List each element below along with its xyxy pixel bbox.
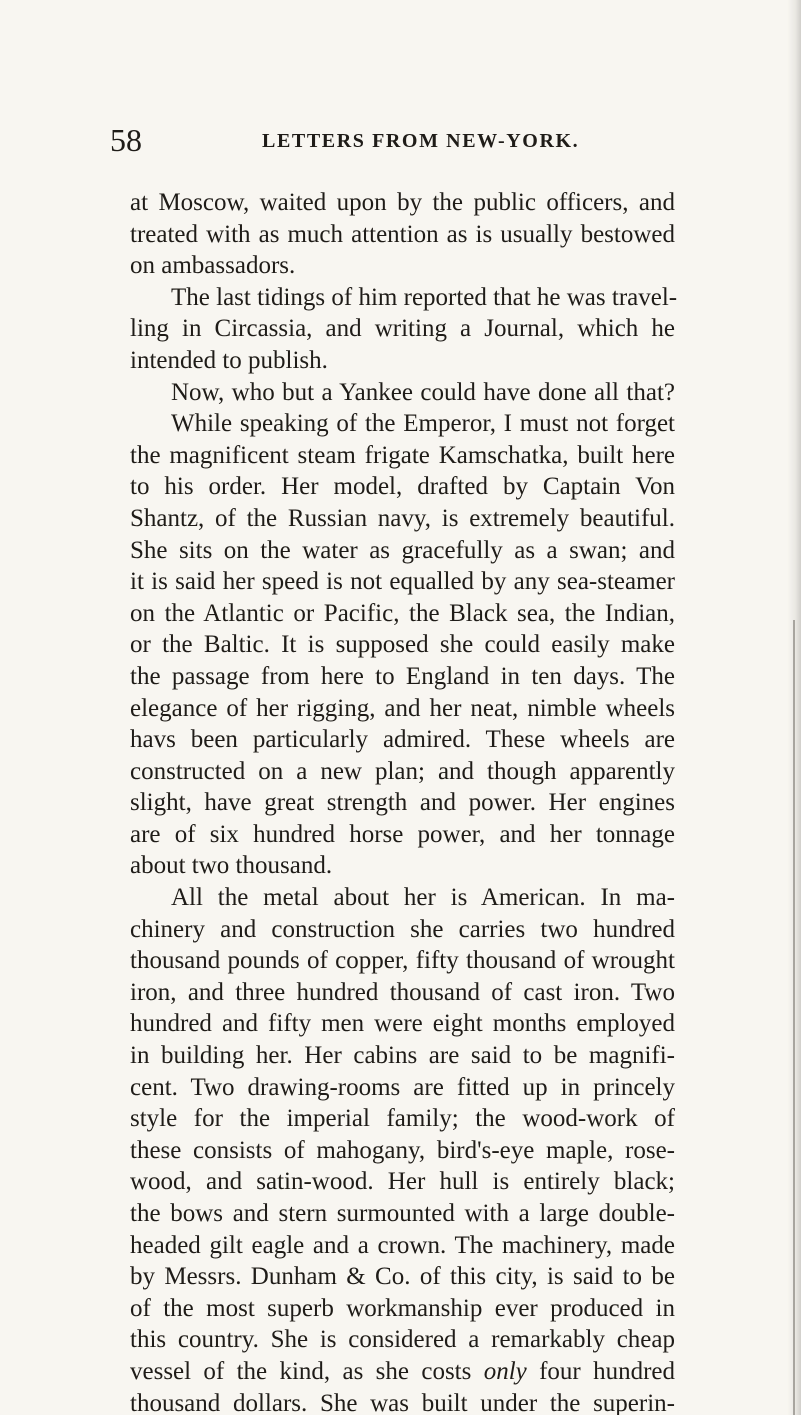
text-line: treated with as much attention as is usually bestowed bbox=[130, 220, 675, 248]
text-line: this country. She is considered a remarkably cheap bbox=[130, 1326, 675, 1354]
text-line: in building her. Her cabins are said to be magnifi- bbox=[130, 1042, 675, 1070]
text-line: thousand dollars. She was built under the superin- bbox=[130, 1389, 675, 1415]
page-number: 58 bbox=[110, 122, 142, 158]
text-line: on the Atlantic or Pacific, the Black sea, the Indian, bbox=[130, 599, 675, 627]
text-line: style for the imperial family; the wood-work of bbox=[130, 1105, 675, 1133]
text-line: these consists of mahogany, bird's-eye maple, rose- bbox=[130, 1136, 675, 1164]
page-header bbox=[0, 120, 801, 160]
text-line: chinery and construction she carries two hundred bbox=[130, 915, 675, 943]
text-line: about two thousand. bbox=[130, 852, 333, 880]
text-line: to his order. Her model, drafted by Captain Von bbox=[130, 473, 675, 501]
text-line: She sits on the water as gracefully as a swan; and bbox=[130, 536, 675, 564]
text-line: hundred and fifty men were eight months employed bbox=[130, 1010, 675, 1038]
text-line: constructed on a new plan; and though apparently bbox=[130, 757, 675, 785]
text-line: on ambassadors. bbox=[130, 252, 296, 280]
text-line: of the most superb workmanship ever produced in bbox=[130, 1294, 675, 1322]
text-line: or the Baltic. It is supposed she could easily make bbox=[130, 631, 675, 659]
emphasized-word: only bbox=[483, 1357, 527, 1385]
text-line: by Messrs. Dunham & Co. of this city, is said to be bbox=[130, 1263, 675, 1291]
text-line: slight, have great strength and power. Her engines bbox=[130, 789, 675, 817]
text-line: the bows and stern surmounted with a large double- bbox=[130, 1200, 675, 1227]
text-line: the magnificent steam frigate Kamschatka, built here bbox=[130, 441, 675, 469]
text-line: iron, and three hundred thousand of cast iron. Two bbox=[130, 978, 675, 1006]
text-line: The last tidings of him reported that he was travel- bbox=[171, 283, 678, 311]
text-line: it is said her speed is not equalled by any sea-steamer bbox=[130, 568, 675, 596]
text-line: elegance of her rigging, and her neat, nimble wheels bbox=[130, 694, 675, 722]
text-line: at Moscow, waited upon by the public officers, and bbox=[130, 189, 675, 216]
text-line: havs been particularly admired. These wheels are bbox=[130, 726, 675, 754]
text-line: are of six hundred horse power, and her tonnage bbox=[130, 820, 675, 848]
text-run: four hundred bbox=[526, 1357, 676, 1385]
text-line: intended to publish. bbox=[130, 346, 328, 374]
text-line: thousand pounds of copper, fifty thousand of wrought bbox=[130, 947, 675, 975]
text-line: Now, who but a Yankee could have done all that? bbox=[171, 378, 675, 406]
text-line-with-emphasis bbox=[130, 1356, 675, 1388]
text-line: All the metal about her is American. In ma- bbox=[171, 884, 675, 912]
text-line: ling in Circassia, and writing a Journal, which he bbox=[130, 315, 675, 343]
text-line: While speaking of the Emperor, I must not forget bbox=[171, 410, 675, 438]
text-line: headed gilt eagle and a crown. The machinery, made bbox=[130, 1231, 675, 1259]
text-run: vessel of the kind, as she costs bbox=[130, 1357, 472, 1385]
page-edge-line bbox=[793, 620, 795, 1415]
body-text bbox=[130, 187, 678, 1415]
text-line: cent. Two drawing-rooms are fitted up in princely bbox=[130, 1073, 675, 1101]
text-line: Shantz, of the Russian navy, is extremely beautiful. bbox=[130, 504, 675, 532]
running-title: LETTERS FROM NEW-YORK. bbox=[262, 130, 580, 152]
text-line: the passage from here to England in ten days. The bbox=[130, 662, 675, 690]
text-line: wood, and satin-wood. Her hull is entirely black; bbox=[130, 1168, 675, 1196]
